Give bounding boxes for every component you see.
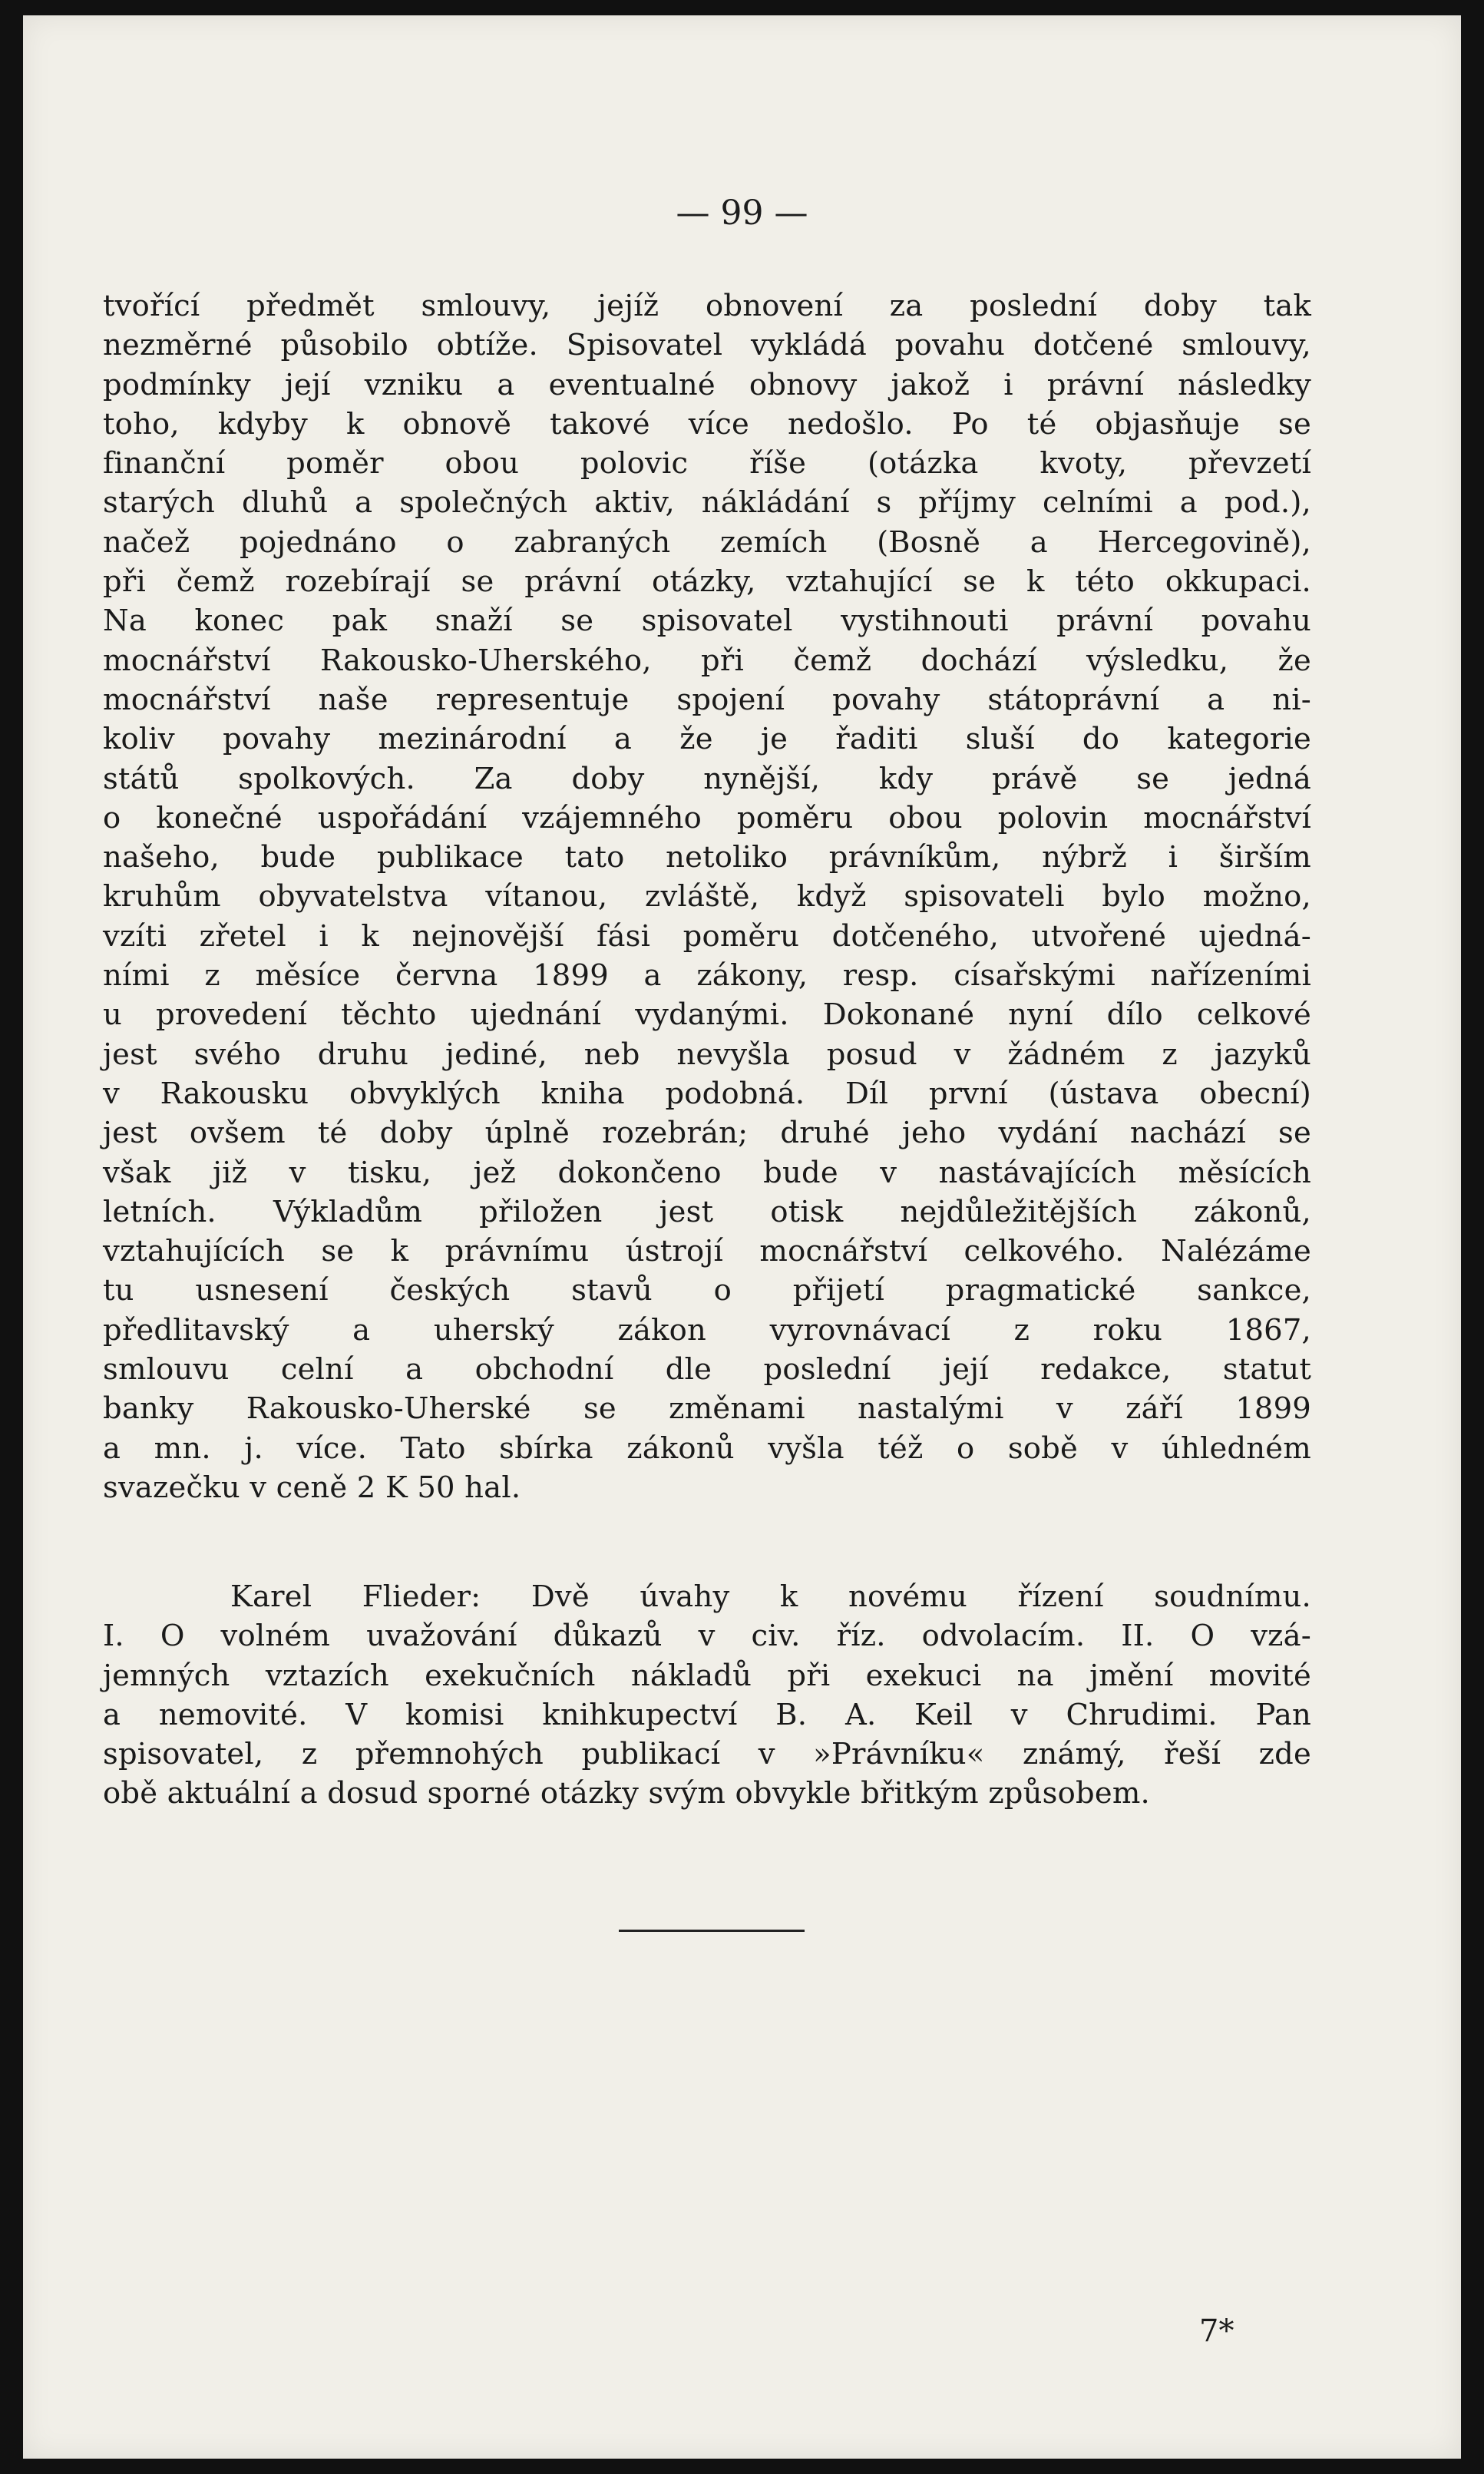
text-line: podmínky její vzniku a eventualné obnovy jakož i právní následky xyxy=(103,367,1311,402)
text-line: kruhům obyvatelstva vítanou, zvláště, když spisovateli bylo možno, xyxy=(103,879,1311,915)
text-line: finanční poměr obou polovic říše (otázka kvoty, převzetí xyxy=(103,446,1311,481)
text-line: tu usnesení českých stavů o přijetí pragmatické sankce, xyxy=(103,1273,1311,1308)
text-line: jest svého druhu jediné, neb nevyšla posud v žádném z jazyků xyxy=(103,1037,1311,1072)
signature-mark: 7* xyxy=(1199,2314,1234,2349)
page-number: — 99 — xyxy=(676,193,808,233)
text-line: jest ovšem té doby úplně rozebrán; druhé jeho vydání nachází se xyxy=(103,1116,1311,1151)
text-line: států spolkových. Za doby nynější, kdy právě se jedná xyxy=(103,761,1311,796)
text-line: koliv povahy mezinárodní a že je řaditi sluší do kategorie xyxy=(103,722,1311,757)
text-line: nezměrné působilo obtíže. Spisovatel vykládá povahu dotčené smlouvy, xyxy=(103,328,1311,363)
text-line: vztahujících se k právnímu ústrojí mocnářství celkového. Nalézáme xyxy=(103,1234,1311,1269)
text-line: spisovatel, z přemnohých publikací v »Právníku« známý, řeší zde xyxy=(103,1737,1311,1772)
text-line: Na konec pak snaží se spisovatel vystihnouti právní povahu xyxy=(103,604,1311,639)
text-line: mocnářství naše representuje spojení povahy státoprávní a ni- xyxy=(103,682,1311,717)
text-line: obě aktuální a dosud sporné otázky svým obvykle břitkým způsobem. xyxy=(103,1776,1150,1811)
text-line: našeho, bude publikace tato netoliko právníkům, nýbrž i širším xyxy=(103,840,1311,875)
section-divider xyxy=(619,1930,805,1932)
text-line: a mn. j. více. Tato sbírka zákonů vyšla též o sobě v úhledném xyxy=(103,1430,1311,1466)
text-line: Karel Flieder: Dvě úvahy k novému řízení soudnímu. xyxy=(230,1579,1311,1614)
text-line: předlitavský a uherský zákon vyrovnávací z roku 1867, xyxy=(103,1312,1311,1348)
text-line: načež pojednáno o zabraných zemích (Bosně a Hercegovině), xyxy=(103,524,1311,560)
text-line: smlouvu celní a obchodní dle poslední její redakce, statut xyxy=(103,1352,1311,1387)
text-line: letních. Výkladům přiložen jest otisk nejdůležitějších zákonů, xyxy=(103,1194,1311,1229)
text-line: banky Rakousko-Uherské se změnami nastalými v září 1899 xyxy=(103,1391,1311,1427)
text-line: mocnářství Rakousko-Uherského, při čemž dochází výsledku, že xyxy=(103,643,1311,678)
text-line: tvořící předmět smlouvy, jejíž obnovení za poslední doby tak xyxy=(103,289,1311,323)
book-review-paragraph-2 xyxy=(103,1577,1311,1814)
text-line: vzíti zřetel i k nejnovější fási poměru dotčeného, utvořené ujedná- xyxy=(103,918,1311,954)
text-line: o konečné uspořádání vzájemného poměru obou polovin mocnářství xyxy=(103,800,1311,835)
document-page xyxy=(23,15,1461,2459)
text-line: svazečku v ceně 2 K 50 hal. xyxy=(103,1470,521,1505)
text-line: starých dluhů a společných aktiv, nákládání s příjmy celními a pod.), xyxy=(103,485,1311,521)
bleed-through-text xyxy=(126,2089,1277,2128)
text-line: při čemž rozebírají se právní otázky, vztahující se k této okkupaci. xyxy=(103,564,1311,600)
text-line: v Rakousku obvyklých kniha podobná. Díl první (ústava obecní) xyxy=(103,1076,1311,1111)
text-line: I. O volném uvažování důkazů v civ. říz. odvolacím. II. O vzá- xyxy=(103,1619,1311,1654)
text-line: jemných vztazích exekučních nákladů při exekuci na jmění movité xyxy=(103,1658,1311,1693)
text-line: u provedení těchto ujednání vydanými. Dokonané nyní dílo celkové xyxy=(103,997,1311,1033)
text-line: a nemovité. V komisi knihkupectví B. A. Keil v Chrudimi. Pan xyxy=(103,1697,1311,1732)
text-line: toho, kdyby k obnově takové více nedošlo. Po té objasňuje se xyxy=(103,406,1311,442)
text-line: ními z měsíce června 1899 a zákony, resp. císařskými nařízeními xyxy=(103,958,1311,994)
book-review-paragraph-1 xyxy=(103,286,1311,1507)
text-line: však již v tisku, jež dokončeno bude v nastávajících měsících xyxy=(103,1155,1311,1190)
